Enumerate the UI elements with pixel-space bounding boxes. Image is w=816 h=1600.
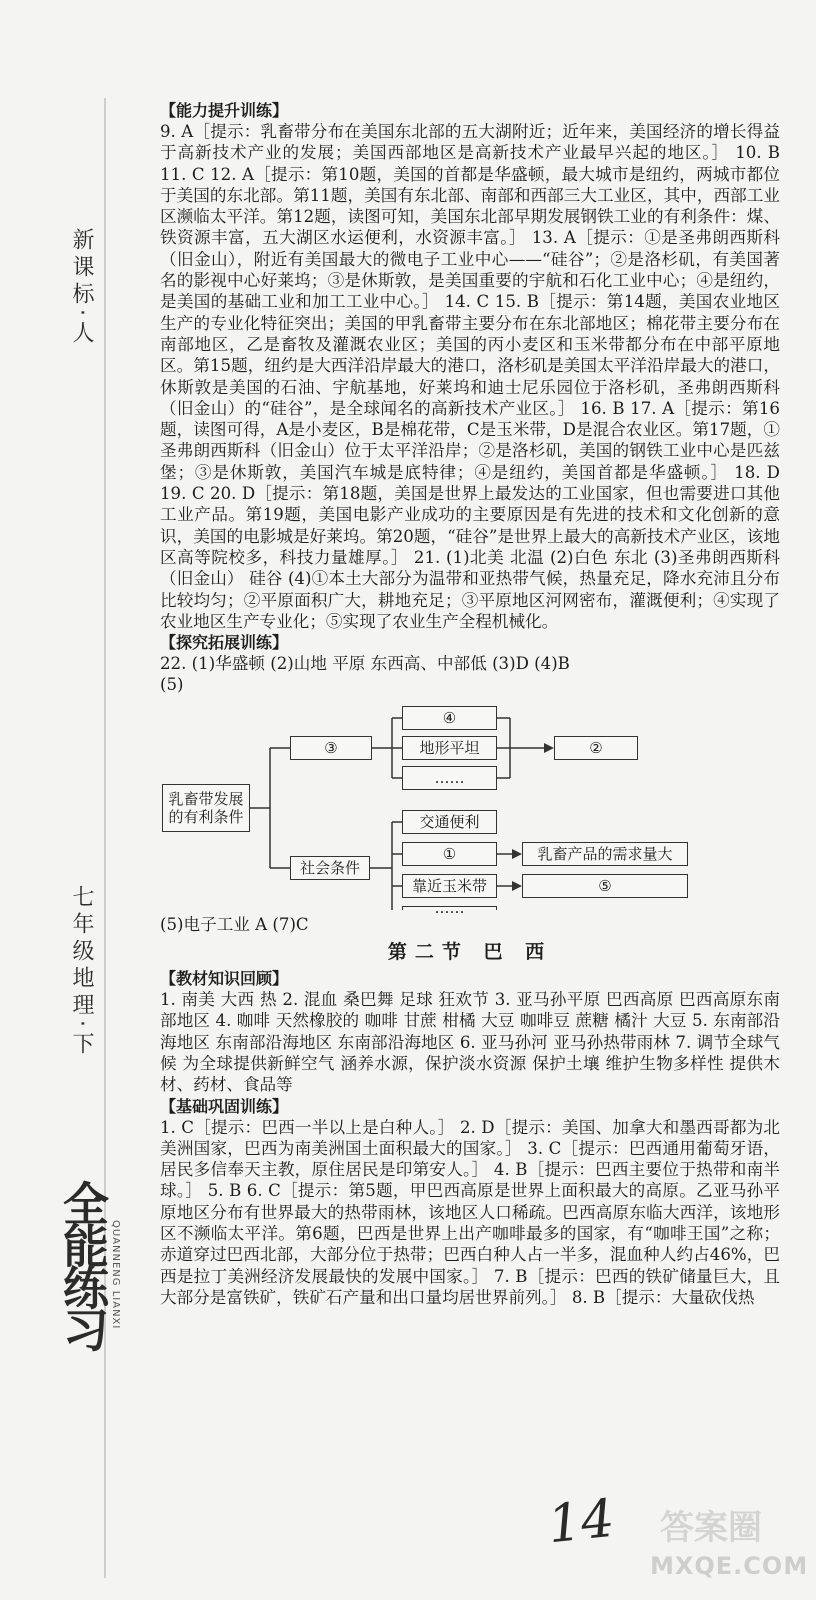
brand-logo bbox=[56, 1180, 110, 1580]
section-heading-basic: 【基础巩固训练】 bbox=[160, 1096, 289, 1116]
explore-answers: 22. (1)华盛顿 (2)山地 平原 东西高、中部低 (3)D (4)B bbox=[160, 654, 570, 674]
watermark bbox=[650, 1500, 809, 1590]
natural-box: ③ bbox=[290, 736, 372, 760]
answer-content bbox=[160, 100, 780, 1308]
social-box: 社会条件 bbox=[290, 856, 370, 880]
section-title: 第二节 巴 西 bbox=[387, 941, 553, 964]
edition-label: 新课标·人 bbox=[69, 228, 94, 348]
dairy-belt-diagram bbox=[160, 700, 780, 918]
watermark-badge: 答案圈 bbox=[660, 1508, 762, 1548]
brand-name: 全能练习 bbox=[56, 1180, 110, 1348]
natural-item-box: …… bbox=[402, 766, 497, 790]
social-output-box: 乳畜产品的需求量大 bbox=[522, 842, 688, 866]
natural-item-box: ④ bbox=[402, 706, 497, 730]
section-heading-explore: 【探究拓展训练】 bbox=[160, 633, 289, 653]
brand-pinyin: QUANNENG LIANXI bbox=[110, 1220, 121, 1330]
social-item-box: 交通便利 bbox=[402, 810, 497, 834]
watermark-site: MXQE.COM bbox=[650, 1552, 809, 1580]
section-heading-ability: 【能力提升训练】 bbox=[160, 101, 289, 120]
explore-answers-tail: (5)电子工业 A (7)C bbox=[160, 914, 309, 934]
handwritten-page-number: 14 bbox=[545, 1488, 618, 1556]
section-heading-knowledge: 【教材知识回顾】 bbox=[160, 969, 289, 989]
natural-item-box: 地形平坦 bbox=[402, 736, 497, 760]
spine-line bbox=[104, 98, 106, 1578]
basic-answers: 1. C［提示：巴西一半以上是白种人。］ 2. D［提示：美国、加拿大和墨西哥都为北美洲国家，巴西为南美洲国土面积最大的国家。］ 3. C［提示：巴西通用葡萄牙语，居民多信奉天主教，原住居民是印第安人。］ 4. B［提示：巴西主要位于热带和南半球。］ 5. B 6. C［提示：第5题，甲巴西高原是世界上面积最大的高原。乙亚马孙平原地区分布有世界最大的热带雨林，该地区人口稀疏。巴西高原东临大西洋，该地形区不濒临太平洋。第6题，巴西是世界上出产咖啡最多的国家，有“咖啡王国”之称；赤道穿过巴西北部，大部分位于热带；巴西白种人占一半多，混血种人约占46%，巴西是拉丁美洲经济发展最快的发展中国家。］ 7. B［提示：巴西的铁矿储量巨大，且大部分是富铁矿，铁矿石产量和出口量均居世界前列。］ 8. B［提示：大量砍伐热 bbox=[160, 1117, 780, 1307]
subject-label: 七年级地理·下 bbox=[69, 885, 94, 1059]
social-output-box: ⑤ bbox=[522, 874, 688, 898]
explore-sub-label: (5) bbox=[160, 675, 184, 695]
binding-strip bbox=[0, 0, 150, 1600]
social-item-box: 靠近玉米带 bbox=[402, 874, 497, 898]
social-item-box: ① bbox=[402, 842, 497, 866]
knowledge-answers: 1. 南美 大西 热 2. 混血 桑巴舞 足球 狂欢节 3. 亚马孙平原 巴西高原 巴西高原东南部地区 4. 咖啡 天然橡胶的 咖啡 甘蔗 柑橘 大豆 咖啡豆 蔗糖 橘汁 大豆 5. 东南部沿海地区 东南部沿海地区 东南部沿海地区 6. 亚马孙河 亚马孙热带雨林 7. 调节全球气候 为全球提供新鲜空气 涵养水源，保护淡水资源 保护土壤 维护生物多样性 提供木材、药材、食品等 bbox=[160, 990, 780, 1095]
ability-answers: 9. A［提示：乳畜带分布在美国东北部的五大湖附近；近年来，美国经济的增长得益于高新技术产业的发展；美国西部地区是高新技术产业最早兴起的地区。］ 10. B 11. C 12. A［提示：第10题，美国的首都是华盛顿，最大城市是纽约，两城市都位于美国的东北部。第11题，美国有东北部、南部和西部三大工业区，其中，西部工业区濒临太平洋。第12题，读图可知，美国东北部早期发展钢铁工业的有利条件：煤、铁资源丰富，五大湖区水运便利，水资源丰富。］ 13. A［提示：①是圣弗朗西斯科（旧金山），附近有美国最大的微电子工业中心——“硅谷”；②是洛杉矶，有美国著名的影视中心好莱坞；③是休斯敦，是美国重要的宇航和石化工业中心；④是纽约，是美国的基础工业和加工工业中心。］ 14. C 15. B［提示：第14题，美国农业地区生产的专业化特征突出；美国的甲乳畜带主要分布在东北部地区；棉花带主要分布在南部地区，乙是畜牧及灌溉农业区；美国的丙小麦区和玉米带都分布在中部平原地区。第15题，纽约是大西洋沿岸最大的港口，洛杉矶是美国太平洋沿岸最大的港口，休斯敦是美国的石油、宇航基地，好莱坞和迪士尼乐园位于洛杉矶，圣弗朗西斯科（旧金山）的“硅谷”，是全球闻名的高新技术产业区。］ 16. B 17. A［提示：第16题，读图可得，A是小麦区，B是棉花带，C是玉米带，D是混合农业区。第17题，①圣弗朗西斯科（旧金山）位于太平洋沿岸；②是洛杉矶，美国的钢铁工业中心是匹兹堡；③是休斯敦，美国汽车城是底特律；④是纽约，美国首都是华盛顿。］ 18. D 19. C 20. D［提示：第18题，美国是世界上最发达的工业国家，但也需要进口其他工业产品。第19题，美国电影产业成功的主要原因是有先进的技术和文化创新的意识，美国的电影城是好莱坞。第20题，“硅谷”是世界上最大的高新技术产业区，该地区高等院校多，科技力量雄厚。］ 21. (1)北美 北温 (2)白色 东北 (3)圣弗朗西斯科（旧金山） 硅谷 (4)①本土大部分为温带和亚热带气候，热量充足，降水充沛且分布比较均匀；②平原面积广大，耕地充足；③平原地区河网密布，灌溉便利；④实现了农业地区生产专业化；⑤实现了农业生产全程机械化。 bbox=[160, 122, 780, 631]
natural-output-box: ② bbox=[554, 736, 638, 760]
social-item-box: …… bbox=[402, 906, 497, 910]
root-box: 乳畜带发展的有利条件 bbox=[162, 784, 250, 832]
